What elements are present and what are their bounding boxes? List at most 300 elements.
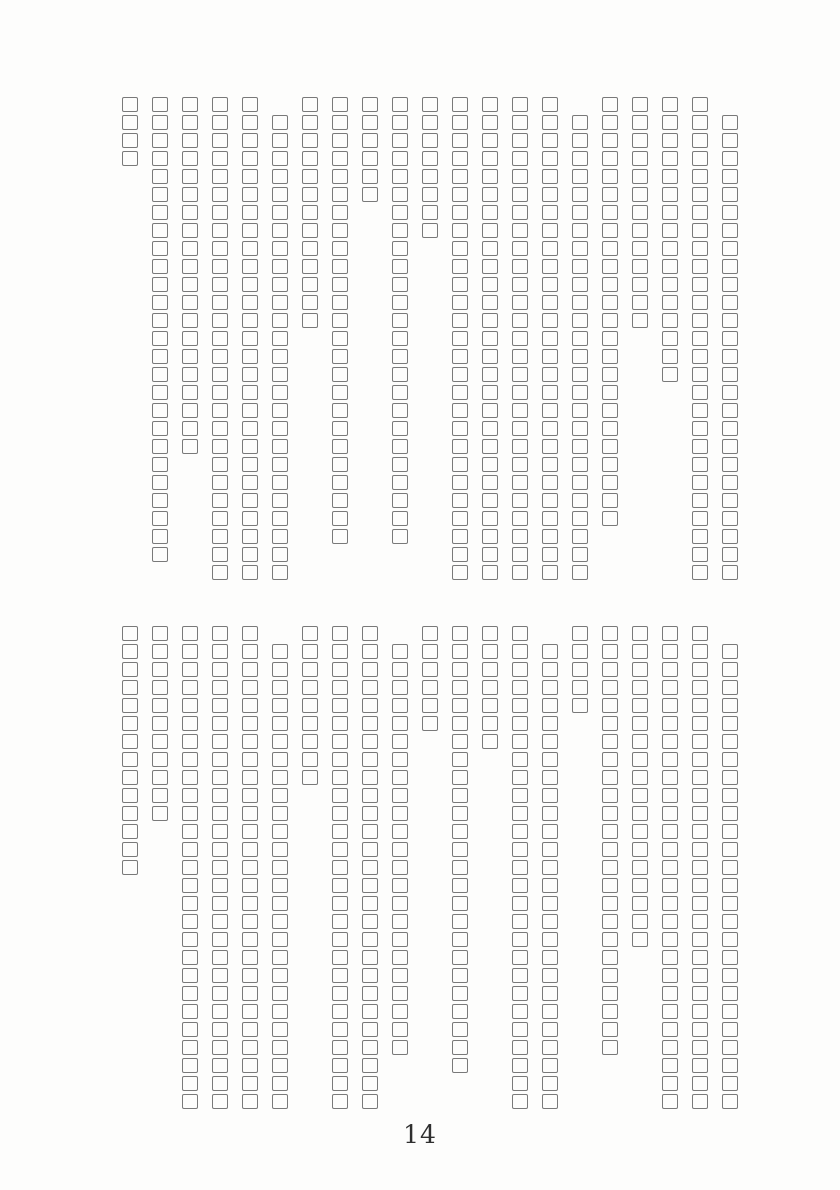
redacted-glyph (512, 349, 528, 364)
redacted-glyph (512, 1022, 528, 1037)
redacted-glyph (332, 806, 348, 821)
redacted-glyph (332, 97, 348, 112)
redacted-glyph (212, 626, 228, 641)
redacted-glyph (722, 770, 738, 785)
redacted-glyph (572, 295, 588, 310)
redacted-glyph (272, 986, 288, 1001)
redacted-glyph (212, 331, 228, 346)
redacted-glyph (272, 277, 288, 292)
redacted-glyph (212, 169, 228, 184)
redacted-glyph (272, 824, 288, 839)
redacted-glyph (212, 752, 228, 767)
redacted-glyph (242, 295, 258, 310)
redacted-glyph (332, 493, 348, 508)
redacted-glyph (212, 950, 228, 965)
redacted-glyph (452, 331, 468, 346)
redacted-glyph (542, 565, 558, 580)
text-column (362, 626, 378, 1112)
redacted-glyph (542, 824, 558, 839)
redacted-glyph (332, 511, 348, 526)
redacted-glyph (482, 367, 498, 382)
redacted-glyph (212, 842, 228, 857)
redacted-glyph (482, 187, 498, 202)
redacted-glyph (602, 511, 618, 526)
page-number: 14 (403, 1120, 437, 1149)
redacted-glyph (482, 421, 498, 436)
redacted-glyph (722, 385, 738, 400)
redacted-glyph (452, 842, 468, 857)
redacted-glyph (422, 187, 438, 202)
redacted-glyph (632, 241, 648, 256)
redacted-glyph (332, 788, 348, 803)
redacted-glyph (572, 680, 588, 695)
redacted-glyph (272, 349, 288, 364)
redacted-glyph (302, 277, 318, 292)
redacted-glyph (272, 205, 288, 220)
redacted-glyph (152, 680, 168, 695)
redacted-glyph (182, 788, 198, 803)
redacted-glyph (542, 932, 558, 947)
redacted-glyph (722, 295, 738, 310)
redacted-glyph (182, 698, 198, 713)
redacted-glyph (152, 493, 168, 508)
redacted-glyph (452, 1040, 468, 1055)
redacted-glyph (272, 187, 288, 202)
redacted-glyph (572, 421, 588, 436)
redacted-glyph (122, 770, 138, 785)
redacted-glyph (572, 403, 588, 418)
redacted-glyph (692, 986, 708, 1001)
redacted-glyph (542, 295, 558, 310)
redacted-glyph (692, 806, 708, 821)
redacted-glyph (542, 205, 558, 220)
redacted-glyph (482, 439, 498, 454)
redacted-glyph (482, 97, 498, 112)
redacted-glyph (542, 475, 558, 490)
redacted-glyph (182, 626, 198, 641)
redacted-glyph (242, 259, 258, 274)
redacted-glyph (122, 680, 138, 695)
redacted-glyph (722, 986, 738, 1001)
text-column (272, 644, 288, 1112)
redacted-glyph (302, 626, 318, 641)
redacted-glyph (692, 752, 708, 767)
redacted-glyph (332, 986, 348, 1001)
redacted-glyph (182, 734, 198, 749)
redacted-glyph (452, 115, 468, 130)
text-column (572, 626, 588, 1112)
redacted-glyph (632, 842, 648, 857)
redacted-glyph (212, 295, 228, 310)
redacted-glyph (332, 914, 348, 929)
redacted-glyph (722, 968, 738, 983)
redacted-glyph (572, 259, 588, 274)
redacted-glyph (452, 986, 468, 1001)
redacted-glyph (212, 367, 228, 382)
redacted-glyph (452, 662, 468, 677)
redacted-glyph (662, 986, 678, 1001)
redacted-glyph (722, 662, 738, 677)
redacted-glyph (362, 950, 378, 965)
redacted-glyph (182, 806, 198, 821)
redacted-glyph (272, 313, 288, 328)
redacted-glyph (152, 115, 168, 130)
redacted-glyph (182, 1004, 198, 1019)
redacted-glyph (662, 331, 678, 346)
redacted-glyph (212, 1058, 228, 1073)
redacted-glyph (152, 259, 168, 274)
redacted-glyph (302, 115, 318, 130)
redacted-glyph (602, 896, 618, 911)
redacted-glyph (182, 914, 198, 929)
text-column (422, 626, 438, 1112)
redacted-glyph (722, 860, 738, 875)
redacted-glyph (152, 331, 168, 346)
redacted-glyph (722, 788, 738, 803)
redacted-glyph (542, 421, 558, 436)
redacted-glyph (392, 241, 408, 256)
redacted-glyph (392, 259, 408, 274)
redacted-glyph (692, 187, 708, 202)
redacted-glyph (272, 644, 288, 659)
redacted-glyph (332, 824, 348, 839)
redacted-glyph (662, 914, 678, 929)
redacted-glyph (272, 367, 288, 382)
redacted-glyph (632, 169, 648, 184)
redacted-glyph (512, 295, 528, 310)
redacted-glyph (662, 295, 678, 310)
redacted-glyph (392, 187, 408, 202)
redacted-glyph (692, 529, 708, 544)
redacted-glyph (332, 716, 348, 731)
redacted-glyph (302, 133, 318, 148)
text-column (452, 97, 468, 583)
redacted-glyph (542, 752, 558, 767)
redacted-glyph (182, 968, 198, 983)
redacted-glyph (602, 385, 618, 400)
text-column (662, 97, 678, 583)
redacted-glyph (422, 115, 438, 130)
redacted-glyph (572, 205, 588, 220)
redacted-glyph (722, 698, 738, 713)
redacted-glyph (662, 626, 678, 641)
redacted-glyph (722, 1076, 738, 1091)
redacted-glyph (542, 547, 558, 562)
redacted-glyph (542, 97, 558, 112)
redacted-glyph (632, 133, 648, 148)
redacted-glyph (392, 421, 408, 436)
redacted-glyph (182, 842, 198, 857)
redacted-glyph (392, 457, 408, 472)
redacted-glyph (632, 295, 648, 310)
redacted-glyph (722, 133, 738, 148)
redacted-glyph (392, 133, 408, 148)
redacted-glyph (572, 493, 588, 508)
redacted-glyph (182, 205, 198, 220)
redacted-glyph (692, 349, 708, 364)
redacted-glyph (242, 1094, 258, 1109)
redacted-glyph (662, 133, 678, 148)
redacted-glyph (692, 950, 708, 965)
redacted-glyph (512, 1094, 528, 1109)
redacted-glyph (182, 896, 198, 911)
redacted-glyph (242, 241, 258, 256)
redacted-glyph (542, 259, 558, 274)
redacted-glyph (422, 644, 438, 659)
redacted-glyph (542, 860, 558, 875)
redacted-glyph (332, 403, 348, 418)
redacted-glyph (302, 644, 318, 659)
redacted-glyph (332, 439, 348, 454)
redacted-glyph (242, 626, 258, 641)
text-column (122, 97, 138, 583)
redacted-glyph (722, 457, 738, 472)
redacted-glyph (692, 680, 708, 695)
redacted-glyph (242, 770, 258, 785)
text-column (482, 97, 498, 583)
text-column (512, 626, 528, 1112)
redacted-glyph (572, 529, 588, 544)
redacted-glyph (122, 626, 138, 641)
text-column (632, 626, 648, 1112)
redacted-glyph (512, 986, 528, 1001)
redacted-glyph (422, 662, 438, 677)
redacted-glyph (392, 644, 408, 659)
redacted-glyph (242, 716, 258, 731)
text-column (452, 626, 468, 1112)
redacted-glyph (242, 367, 258, 382)
redacted-glyph (542, 986, 558, 1001)
redacted-glyph (332, 475, 348, 490)
redacted-glyph (302, 752, 318, 767)
redacted-glyph (332, 770, 348, 785)
redacted-glyph (212, 133, 228, 148)
redacted-glyph (152, 752, 168, 767)
redacted-glyph (722, 716, 738, 731)
redacted-glyph (542, 1040, 558, 1055)
redacted-glyph (212, 439, 228, 454)
redacted-glyph (302, 662, 318, 677)
redacted-glyph (272, 223, 288, 238)
redacted-glyph (512, 205, 528, 220)
redacted-glyph (542, 313, 558, 328)
redacted-glyph (722, 313, 738, 328)
text-column (182, 97, 198, 583)
redacted-glyph (242, 403, 258, 418)
redacted-glyph (152, 385, 168, 400)
redacted-glyph (242, 223, 258, 238)
redacted-glyph (332, 331, 348, 346)
redacted-glyph (242, 914, 258, 929)
redacted-glyph (452, 698, 468, 713)
redacted-glyph (212, 565, 228, 580)
redacted-glyph (242, 752, 258, 767)
redacted-glyph (302, 313, 318, 328)
redacted-glyph (482, 241, 498, 256)
redacted-glyph (332, 133, 348, 148)
redacted-glyph (542, 1076, 558, 1091)
redacted-glyph (692, 932, 708, 947)
redacted-glyph (632, 914, 648, 929)
redacted-glyph (572, 626, 588, 641)
redacted-glyph (332, 385, 348, 400)
redacted-glyph (212, 241, 228, 256)
redacted-glyph (272, 680, 288, 695)
redacted-glyph (542, 1004, 558, 1019)
redacted-glyph (392, 986, 408, 1001)
redacted-glyph (212, 716, 228, 731)
redacted-glyph (452, 475, 468, 490)
redacted-glyph (452, 716, 468, 731)
redacted-glyph (152, 367, 168, 382)
redacted-glyph (632, 680, 648, 695)
redacted-glyph (242, 565, 258, 580)
redacted-glyph (212, 475, 228, 490)
redacted-glyph (392, 331, 408, 346)
redacted-glyph (632, 752, 648, 767)
redacted-glyph (362, 187, 378, 202)
redacted-glyph (182, 151, 198, 166)
redacted-glyph (572, 662, 588, 677)
redacted-glyph (632, 932, 648, 947)
redacted-glyph (512, 133, 528, 148)
redacted-glyph (182, 1094, 198, 1109)
redacted-glyph (662, 770, 678, 785)
redacted-glyph (242, 313, 258, 328)
redacted-glyph (182, 1022, 198, 1037)
redacted-glyph (452, 511, 468, 526)
redacted-glyph (722, 277, 738, 292)
redacted-glyph (452, 626, 468, 641)
redacted-glyph (632, 824, 648, 839)
redacted-glyph (542, 133, 558, 148)
redacted-glyph (512, 169, 528, 184)
redacted-glyph (542, 385, 558, 400)
redacted-glyph (542, 241, 558, 256)
redacted-glyph (512, 511, 528, 526)
redacted-glyph (392, 1004, 408, 1019)
redacted-glyph (272, 1058, 288, 1073)
redacted-glyph (602, 133, 618, 148)
redacted-glyph (152, 169, 168, 184)
redacted-glyph (662, 662, 678, 677)
redacted-glyph (182, 770, 198, 785)
redacted-glyph (362, 1040, 378, 1055)
redacted-glyph (692, 313, 708, 328)
redacted-glyph (362, 860, 378, 875)
redacted-glyph (362, 716, 378, 731)
redacted-glyph (722, 896, 738, 911)
redacted-glyph (722, 878, 738, 893)
redacted-glyph (452, 187, 468, 202)
redacted-glyph (182, 986, 198, 1001)
redacted-glyph (242, 385, 258, 400)
redacted-glyph (722, 493, 738, 508)
text-column (152, 626, 168, 1112)
redacted-glyph (662, 1022, 678, 1037)
redacted-glyph (542, 734, 558, 749)
redacted-glyph (662, 277, 678, 292)
redacted-glyph (662, 259, 678, 274)
redacted-glyph (692, 133, 708, 148)
redacted-glyph (302, 151, 318, 166)
redacted-glyph (452, 547, 468, 562)
redacted-glyph (212, 896, 228, 911)
redacted-glyph (632, 716, 648, 731)
redacted-glyph (242, 1058, 258, 1073)
text-column (212, 626, 228, 1112)
redacted-glyph (722, 529, 738, 544)
redacted-glyph (692, 824, 708, 839)
redacted-glyph (302, 169, 318, 184)
redacted-glyph (662, 950, 678, 965)
redacted-glyph (512, 259, 528, 274)
redacted-glyph (332, 878, 348, 893)
redacted-glyph (722, 752, 738, 767)
redacted-glyph (512, 626, 528, 641)
redacted-glyph (332, 151, 348, 166)
redacted-glyph (692, 97, 708, 112)
redacted-glyph (212, 259, 228, 274)
redacted-glyph (362, 842, 378, 857)
redacted-glyph (662, 842, 678, 857)
redacted-glyph (602, 349, 618, 364)
redacted-glyph (272, 1022, 288, 1037)
redacted-glyph (512, 878, 528, 893)
redacted-glyph (602, 878, 618, 893)
redacted-glyph (362, 878, 378, 893)
redacted-glyph (632, 644, 648, 659)
text-column (122, 626, 138, 1112)
redacted-glyph (182, 644, 198, 659)
redacted-glyph (512, 914, 528, 929)
redacted-glyph (542, 842, 558, 857)
redacted-glyph (452, 1058, 468, 1073)
redacted-glyph (512, 493, 528, 508)
redacted-glyph (632, 860, 648, 875)
redacted-glyph (182, 878, 198, 893)
redacted-glyph (602, 1040, 618, 1055)
redacted-glyph (212, 878, 228, 893)
redacted-glyph (512, 1076, 528, 1091)
redacted-glyph (242, 788, 258, 803)
redacted-glyph (722, 680, 738, 695)
redacted-glyph (452, 367, 468, 382)
redacted-glyph (692, 151, 708, 166)
redacted-glyph (242, 349, 258, 364)
redacted-glyph (482, 223, 498, 238)
redacted-glyph (722, 223, 738, 238)
redacted-glyph (332, 896, 348, 911)
redacted-glyph (602, 626, 618, 641)
redacted-glyph (542, 277, 558, 292)
redacted-glyph (152, 187, 168, 202)
redacted-glyph (632, 259, 648, 274)
redacted-glyph (512, 644, 528, 659)
redacted-glyph (542, 878, 558, 893)
redacted-glyph (512, 662, 528, 677)
redacted-glyph (512, 950, 528, 965)
redacted-glyph (122, 842, 138, 857)
redacted-glyph (632, 626, 648, 641)
redacted-glyph (572, 698, 588, 713)
redacted-glyph (242, 662, 258, 677)
redacted-glyph (542, 680, 558, 695)
redacted-glyph (662, 734, 678, 749)
redacted-glyph (212, 457, 228, 472)
redacted-glyph (272, 752, 288, 767)
redacted-glyph (692, 1004, 708, 1019)
